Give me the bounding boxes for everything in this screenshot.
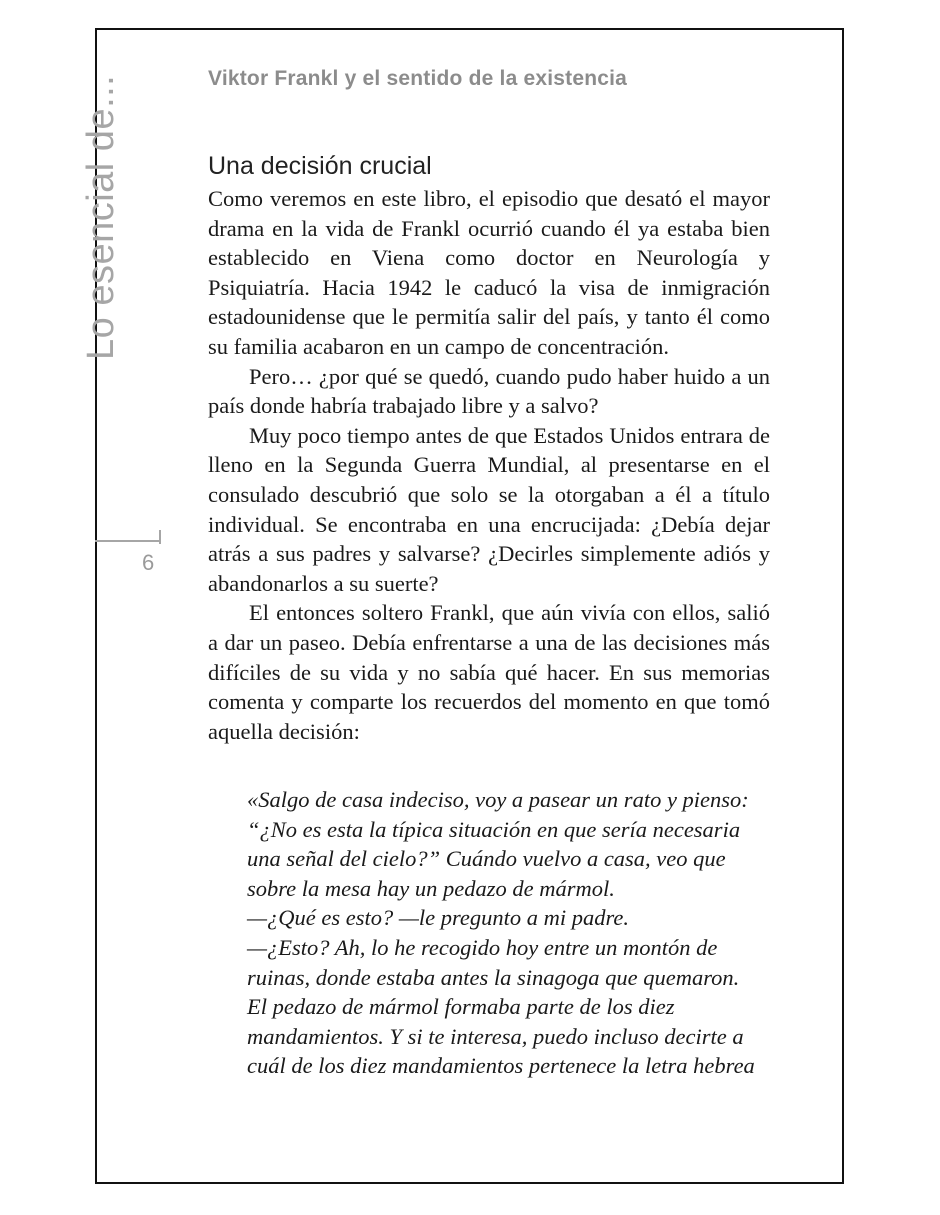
quote-line: ruinas, donde estaba antes la sinagoga que quemaron. (247, 964, 740, 990)
paragraph: Como veremos en este libro, el episodio que desató el mayor drama en la vida de Frankl ocurrió cuando él ya estaba bien establecido en Viena como doctor en Neurología y Psiquiatría. Hacia 1942 le caducó la visa de inmigración estadounidense que le permitía salir del país, y tanto él como su familia acabaron en un campo de concentración. (208, 186, 770, 359)
running-header-title: Viktor Frankl y el sentido de la existencia (208, 67, 628, 90)
quote-line: cuál de los diez mandamientos pertenece la letra hebrea (247, 1053, 755, 1079)
quote-line: El pedazo de mármol formaba parte de los diez (247, 994, 675, 1020)
quote-line: “¿No es esta la típica situación en que sería necesaria (247, 816, 741, 842)
page-number-rule (95, 540, 161, 542)
paragraph: El entonces soltero Frankl, que aún vivía con ellos, salió a dar un paseo. Debía enfrentarse a una de las decisiones más difíciles de su vida y no sabía qué hacer. En sus memorias comenta y comparte los recuerdos del momento en que tomó aquella decisión: (208, 600, 770, 744)
body-text (208, 184, 770, 746)
quote-line: sobre la mesa hay un pedazo de mármol. (247, 875, 615, 901)
quote-line: —¿Esto? Ah, lo he recogido hoy entre un montón de (247, 934, 718, 960)
series-label: Lo esencial de... (80, 74, 122, 360)
section-heading: Una decisión crucial (208, 152, 432, 180)
paragraph: Muy poco tiempo antes de que Estados Unidos entrara de lleno en la Segunda Guerra Mundial, al presentarse en el consulado descubrió que solo se la otorgaban a él a título individual. Se encontraba en una encrucijada: ¿Debía dejar atrás a sus padres y salvarse? ¿Decirles simplemente adiós y abandonarlos a su suerte? (208, 422, 770, 596)
block-quote (247, 785, 777, 1081)
quote-line: una señal del cielo?” Cuándo vuelvo a casa, veo que (247, 846, 726, 872)
page-number: 6 (142, 550, 155, 575)
quote-line: mandamientos. Y si te interesa, puedo incluso decirte a (247, 1023, 744, 1049)
paragraph: Pero… ¿por qué se quedó, cuando pudo haber huido a un país donde habría trabajado libre y a salvo? (208, 363, 770, 419)
quote-line: —¿Qué es esto? —le pregunto a mi padre. (247, 905, 630, 931)
quote-line: «Salgo de casa indeciso, voy a pasear un rato y pienso: (247, 787, 749, 812)
page-number-rule-tick (159, 530, 161, 544)
